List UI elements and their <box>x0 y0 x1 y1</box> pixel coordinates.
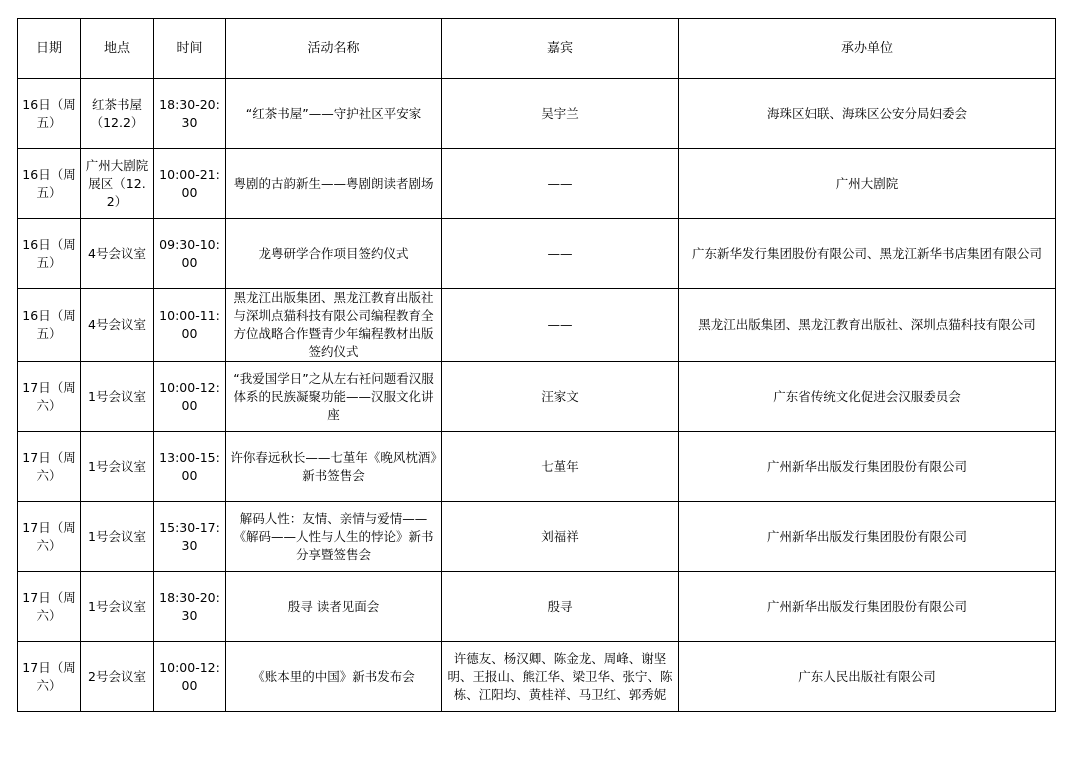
cell-date: 16日（周五） <box>18 219 81 289</box>
cell-event-name: 殷寻 读者见面会 <box>226 572 442 642</box>
cell-guest: —— <box>442 289 679 362</box>
table-row <box>18 362 1056 432</box>
cell-date: 16日（周五） <box>18 289 81 362</box>
cell-organizer: 广州大剧院 <box>679 149 1056 219</box>
cell-place: 红茶书屋（12.2） <box>81 79 154 149</box>
cell-organizer: 广州新华出版发行集团股份有限公司 <box>679 432 1056 502</box>
cell-guest: 七堇年 <box>442 432 679 502</box>
cell-event-name: 许你春远秋长——七堇年《晚风枕酒》新书签售会 <box>226 432 442 502</box>
cell-place: 1号会议室 <box>81 432 154 502</box>
table-row <box>18 79 1056 149</box>
cell-organizer: 广州新华出版发行集团股份有限公司 <box>679 502 1056 572</box>
cell-organizer: 海珠区妇联、海珠区公安分局妇委会 <box>679 79 1056 149</box>
header-row <box>18 19 1056 79</box>
cell-event-name: 龙粤研学合作项目签约仪式 <box>226 219 442 289</box>
cell-time: 10:00-11:00 <box>154 289 226 362</box>
cell-organizer: 广东新华发行集团股份有限公司、黑龙江新华书店集团有限公司 <box>679 219 1056 289</box>
event-schedule-table <box>17 18 1056 712</box>
cell-guest: 汪家文 <box>442 362 679 432</box>
cell-guest: 刘福祥 <box>442 502 679 572</box>
cell-time: 10:00-21:00 <box>154 149 226 219</box>
cell-event-name: 粤剧的古韵新生——粤剧朗读者剧场 <box>226 149 442 219</box>
header-organizer: 承办单位 <box>679 19 1056 79</box>
cell-time: 09:30-10:00 <box>154 219 226 289</box>
table-row <box>18 289 1056 362</box>
cell-date: 16日（周五） <box>18 149 81 219</box>
table-row <box>18 642 1056 712</box>
cell-event-name: 黑龙江出版集团、黑龙江教育出版社与深圳点猫科技有限公司编程教育全方位战略合作暨青少年编程教材出版签约仪式 <box>226 289 442 362</box>
table-body <box>18 79 1056 712</box>
table-row <box>18 219 1056 289</box>
cell-place: 2号会议室 <box>81 642 154 712</box>
cell-date: 16日（周五） <box>18 79 81 149</box>
cell-event-name: 《账本里的中国》新书发布会 <box>226 642 442 712</box>
cell-event-name: “我爱国学日”之从左右衽问题看汉服体系的民族凝聚功能——汉服文化讲座 <box>226 362 442 432</box>
header-time: 时间 <box>154 19 226 79</box>
cell-guest: 许德友、杨汉卿、陈金龙、周峰、谢坚明、王报山、熊江华、梁卫华、张宁、陈栋、江阳均、黄桂祥、马卫红、郭秀妮 <box>442 642 679 712</box>
cell-guest: 吴宇兰 <box>442 79 679 149</box>
cell-organizer: 黑龙江出版集团、黑龙江教育出版社、深圳点猫科技有限公司 <box>679 289 1056 362</box>
table-row <box>18 502 1056 572</box>
header-event-name: 活动名称 <box>226 19 442 79</box>
cell-time: 10:00-12:00 <box>154 362 226 432</box>
cell-date: 17日（周六） <box>18 432 81 502</box>
cell-place: 1号会议室 <box>81 572 154 642</box>
header-guest: 嘉宾 <box>442 19 679 79</box>
table-row <box>18 572 1056 642</box>
cell-date: 17日（周六） <box>18 642 81 712</box>
cell-date: 17日（周六） <box>18 362 81 432</box>
cell-guest: —— <box>442 219 679 289</box>
table-header <box>18 19 1056 79</box>
cell-place: 4号会议室 <box>81 289 154 362</box>
cell-event-name: “红茶书屋”——守护社区平安家 <box>226 79 442 149</box>
cell-guest: —— <box>442 149 679 219</box>
table-row <box>18 432 1056 502</box>
cell-time: 15:30-17:30 <box>154 502 226 572</box>
cell-place: 1号会议室 <box>81 362 154 432</box>
cell-event-name: 解码人性：友情、亲情与爱情——《解码——人性与人生的悖论》新书分享暨签售会 <box>226 502 442 572</box>
cell-place: 4号会议室 <box>81 219 154 289</box>
cell-time: 18:30-20:30 <box>154 572 226 642</box>
table-row <box>18 149 1056 219</box>
header-place: 地点 <box>81 19 154 79</box>
cell-date: 17日（周六） <box>18 502 81 572</box>
cell-time: 13:00-15:00 <box>154 432 226 502</box>
cell-date: 17日（周六） <box>18 572 81 642</box>
cell-organizer: 广东人民出版社有限公司 <box>679 642 1056 712</box>
cell-time: 10:00-12:00 <box>154 642 226 712</box>
cell-time: 18:30-20:30 <box>154 79 226 149</box>
header-date: 日期 <box>18 19 81 79</box>
cell-organizer: 广州新华出版发行集团股份有限公司 <box>679 572 1056 642</box>
cell-place: 广州大剧院展区（12.2） <box>81 149 154 219</box>
cell-organizer: 广东省传统文化促进会汉服委员会 <box>679 362 1056 432</box>
cell-place: 1号会议室 <box>81 502 154 572</box>
cell-guest: 殷寻 <box>442 572 679 642</box>
